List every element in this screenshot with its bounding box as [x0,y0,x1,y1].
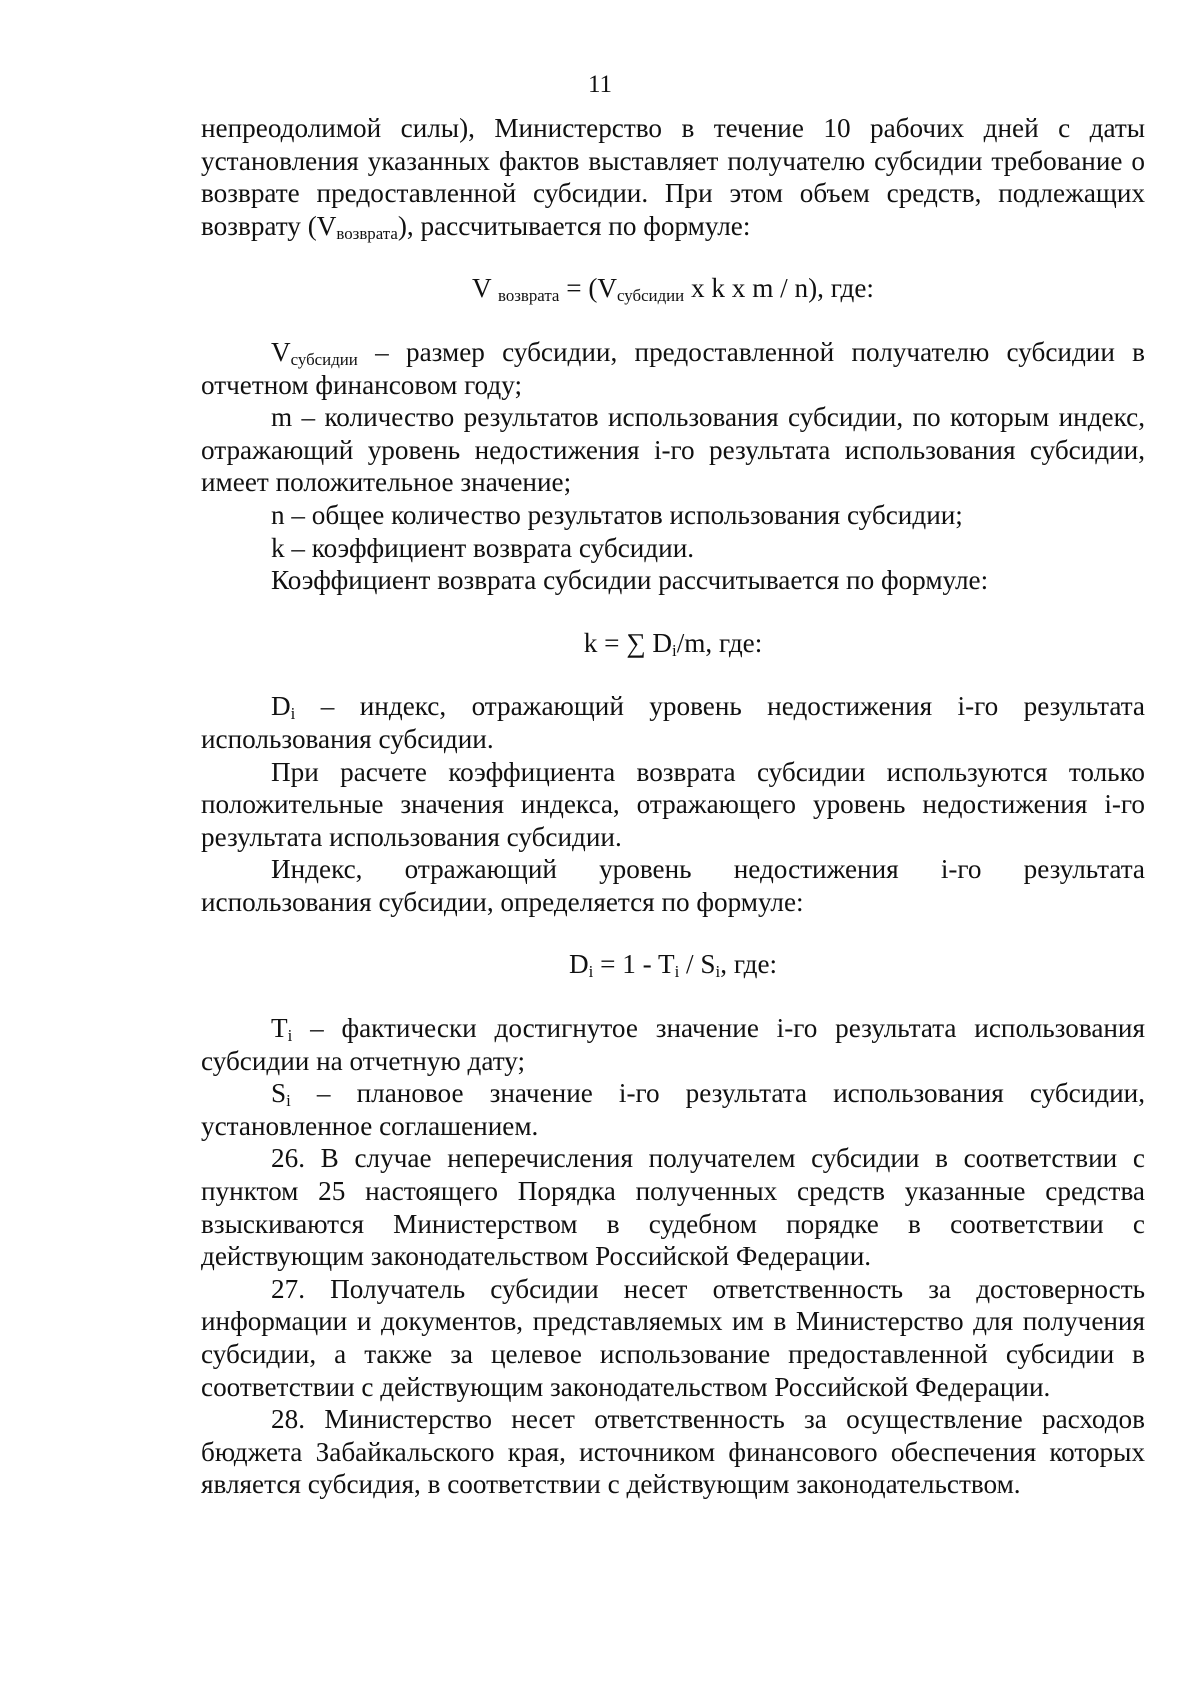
coefficient-intro: Коэффициент возврата субсидии рассчитывается по формуле: [271,565,989,596]
definition-di: $D_i$ – индекс, отражающий уровень недостижения i-го результата использования субсидии. [201,691,1145,754]
formula-k: k = ∑ $D_i/m$, где: [583,627,763,660]
coefficient-note: При расчете коэффициента возврата субсидии используются только положительные значения индекса, отражающего уровень недостижения i-го результата использования субсидии. [201,756,1145,852]
definition-v-subsidy: $V_{субсидии}$ – размер субсидии, предоставленной получателю субсидии в отчетном финансовом году; [201,336,1145,400]
index-intro: Индекс, отражающий уровень недостижения i-го результата использования субсидии, определяется по формуле: [201,854,1145,917]
definition-si: $S_i$ – плановое значение i-го результата использования субсидии, установленное соглашением. [201,1078,1145,1141]
formula-v-return: V $_{возврата} = (V_{субсидии}$ x k x m / n), где: [472,273,874,306]
document-body [201,112,1145,1501]
page-number: 11 [587,71,613,98]
definition-n: n – общее количество результатов использования субсидии; [271,499,963,530]
definition-m: m – количество результатов использования субсидии, по которым индекс, отражающий уровень недостижения i-го результата использования субсидии, имеет положительное значение; [201,402,1145,498]
clause-26: 26. В случае неперечисления получателем субсидии в соответствии с пунктом 25 настоящего Порядка полученных средств указанные средства взыскиваются Министерством в судебном порядке в соответствии с действующим законодательством Российской Федерации. [201,1143,1145,1272]
formula-di: $D_i = 1 - T_i / S_i$, где: [568,949,778,982]
clause-28: 28. Министерство несет ответственность за осуществление расходов бюджета Забайкальского края, источником финансового обеспечения которых является субсидия, в соответствии с действующим законодательством. [201,1404,1145,1500]
paragraph-continuation: непреодолимой силы), Министерство в течение 10 рабочих дней с даты установления указанных фактов выставляет получателю субсидии требование о возврате предоставленной субсидии. При этом объем средств, подлежащих возврату $(V_{возврата})$, рассчитывается по формуле: [201,113,1145,243]
definition-k: k – коэффициент возврата субсидии. [271,532,695,563]
clause-27: 27. Получатель субсидии несет ответственность за достоверность информации и документов, представляемых им в Министерство для получения субсидии, а также за целевое использование предоставленной субсидии в соответствии с действующим законодательством Российской Федерации. [201,1273,1145,1402]
definition-ti: $T_i$ – фактически достигнутое значение i-го результата использования субсидии на отчетную дату; [201,1013,1145,1076]
